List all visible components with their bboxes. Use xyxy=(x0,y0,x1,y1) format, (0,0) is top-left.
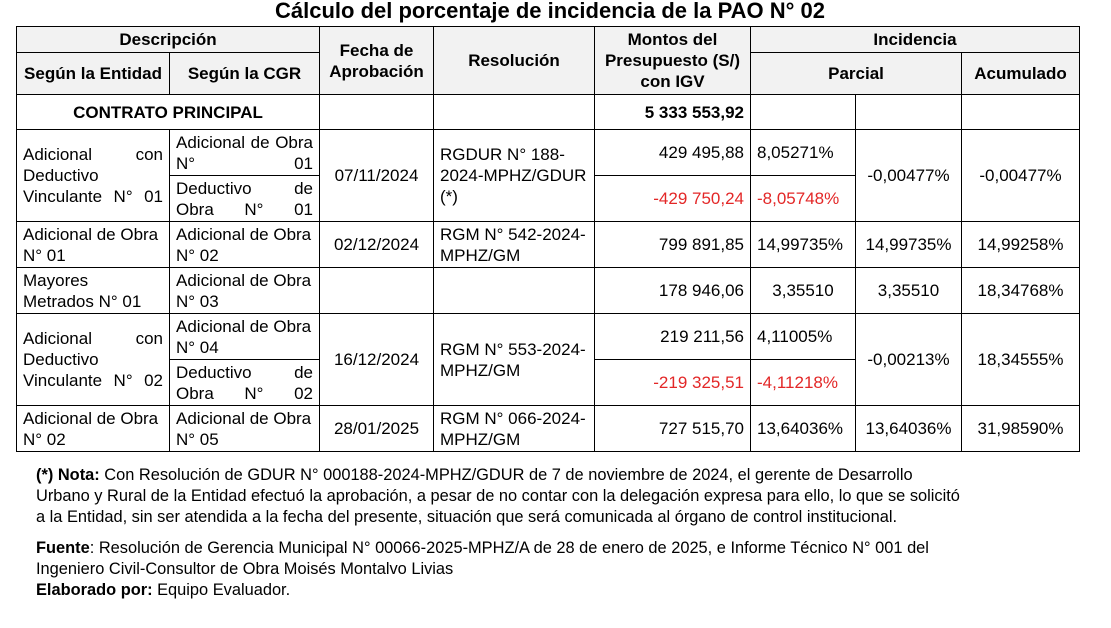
acumulado-cell: 18,34555% xyxy=(962,314,1080,406)
pct-cell: 8,05271% xyxy=(751,130,856,176)
parcial-cell: -0,00477% xyxy=(856,130,962,222)
entidad-cell: Adicional con Deductivo Vinculante N° 01 xyxy=(17,130,170,222)
header-fecha: Fecha de Aprobación xyxy=(320,27,434,95)
elaborado-paragraph xyxy=(36,580,966,601)
resolucion-cell: RGDUR N° 188-2024-MPHZ/GDUR (*) xyxy=(434,130,595,222)
contrato-monto: 5 333 553,92 xyxy=(595,95,751,130)
parcial-cell: -0,00213% xyxy=(856,314,962,406)
fuente-paragraph xyxy=(36,538,966,580)
fecha-cell: 16/12/2024 xyxy=(320,314,434,406)
entidad-cell: Adicional con Deductivo Vinculante N° 02 xyxy=(17,314,170,406)
nota-label: (*) Nota: xyxy=(36,466,100,484)
resolucion-cell: RGM N° 066-2024-MPHZ/GM xyxy=(434,406,595,452)
header-descripcion: Descripción xyxy=(17,27,320,53)
header-montos: Montos del Presupuesto (S/) con IGV xyxy=(595,27,751,95)
entidad-cell: Adicional de Obra N° 02 xyxy=(17,406,170,452)
empty-cell xyxy=(856,95,962,130)
header-parcial: Parcial xyxy=(751,53,962,95)
pct-cell: 14,99735% xyxy=(751,222,856,268)
monto-cell-negative: -429 750,24 xyxy=(595,176,751,222)
entidad-cell: Mayores Metrados N° 01 xyxy=(17,268,170,314)
monto-cell: 429 495,88 xyxy=(595,130,751,176)
table-row-contrato xyxy=(17,95,1080,130)
header-segun-cgr: Según la CGR xyxy=(170,53,320,95)
empty-cell xyxy=(751,95,856,130)
acumulado-cell: -0,00477% xyxy=(962,130,1080,222)
monto-cell: 219 211,56 xyxy=(595,314,751,360)
header-acumulado: Acumulado xyxy=(962,53,1080,95)
cgr-cell: Adicional de Obra N° 01 xyxy=(170,130,320,176)
table-row xyxy=(17,314,1080,360)
resolucion-cell: RGM N° 542-2024-MPHZ/GM xyxy=(434,222,595,268)
table-row xyxy=(17,130,1080,176)
resolucion-cell: RGM N° 553-2024-MPHZ/GM xyxy=(434,314,595,406)
elaborado-text: Equipo Evaluador. xyxy=(152,581,291,599)
cgr-cell: Deductivo de Obra N° 02 xyxy=(170,360,320,406)
fecha-cell: 28/01/2025 xyxy=(320,406,434,452)
monto-cell: 727 515,70 xyxy=(595,406,751,452)
cgr-cell: Deductivo de Obra N° 01 xyxy=(170,176,320,222)
nota-paragraph xyxy=(36,465,966,528)
resolucion-cell xyxy=(434,268,595,314)
cgr-cell: Adicional de Obra N° 03 xyxy=(170,268,320,314)
table-row xyxy=(17,406,1080,452)
pct-cell-negative: -4,11218% xyxy=(751,360,856,406)
acumulado-cell: 14,99258% xyxy=(962,222,1080,268)
cgr-cell: Adicional de Obra N° 02 xyxy=(170,222,320,268)
pct-cell-negative: -8,05748% xyxy=(751,176,856,222)
monto-cell: 178 946,06 xyxy=(595,268,751,314)
header-resolucion: Resolución xyxy=(434,27,595,95)
cgr-cell: Adicional de Obra N° 05 xyxy=(170,406,320,452)
cgr-cell: Adicional de Obra N° 04 xyxy=(170,314,320,360)
pct-cell: 13,64036% xyxy=(751,406,856,452)
header-incidencia: Incidencia xyxy=(751,27,1080,53)
parcial-cell: 13,64036% xyxy=(856,406,962,452)
entidad-cell: Adicional de Obra N° 01 xyxy=(17,222,170,268)
incidence-table xyxy=(16,26,1080,452)
fuente-label: Fuente xyxy=(36,539,90,557)
elaborado-label: Elaborado por: xyxy=(36,581,153,599)
pct-cell: 4,11005% xyxy=(751,314,856,360)
monto-cell: 799 891,85 xyxy=(595,222,751,268)
table-row xyxy=(17,222,1080,268)
nota-text: Con Resolución de GDUR N° 000188-2024-MPHZ/GDUR de 7 de noviembre de 2024, el gerente de Desarrollo Urbano y Rural de la Entidad efectuó la aprobación, a pesar de no contar con la delegación expresa para ello, lo que se solicitó a la Entidad, sin ser atendida a la fecha del presente, situación que será comunicada al órgano de control institucional. xyxy=(36,466,960,526)
fuente-text: : Resolución de Gerencia Municipal N° 00066-2025-MPHZ/A de 28 de enero de 2025, e Informe Técnico N° 001 del Ingeniero Civil-Consultor de Obra Moisés Montalvo Livias xyxy=(36,539,929,578)
empty-cell xyxy=(434,95,595,130)
pct-cell: 3,35510 xyxy=(751,268,856,314)
table-row xyxy=(17,268,1080,314)
acumulado-cell: 31,98590% xyxy=(962,406,1080,452)
contrato-label: CONTRATO PRINCIPAL xyxy=(17,95,320,130)
fecha-cell xyxy=(320,268,434,314)
empty-cell xyxy=(320,95,434,130)
empty-cell xyxy=(962,95,1080,130)
parcial-cell: 3,35510 xyxy=(856,268,962,314)
header-segun-entidad: Según la Entidad xyxy=(17,53,170,95)
monto-cell-negative: -219 325,51 xyxy=(595,360,751,406)
fecha-cell: 02/12/2024 xyxy=(320,222,434,268)
fecha-cell: 07/11/2024 xyxy=(320,130,434,222)
acumulado-cell: 18,34768% xyxy=(962,268,1080,314)
page-title: Cálculo del porcentaje de incidencia de la PAO N° 02 xyxy=(275,0,825,23)
notes-section xyxy=(36,465,966,601)
parcial-cell: 14,99735% xyxy=(856,222,962,268)
